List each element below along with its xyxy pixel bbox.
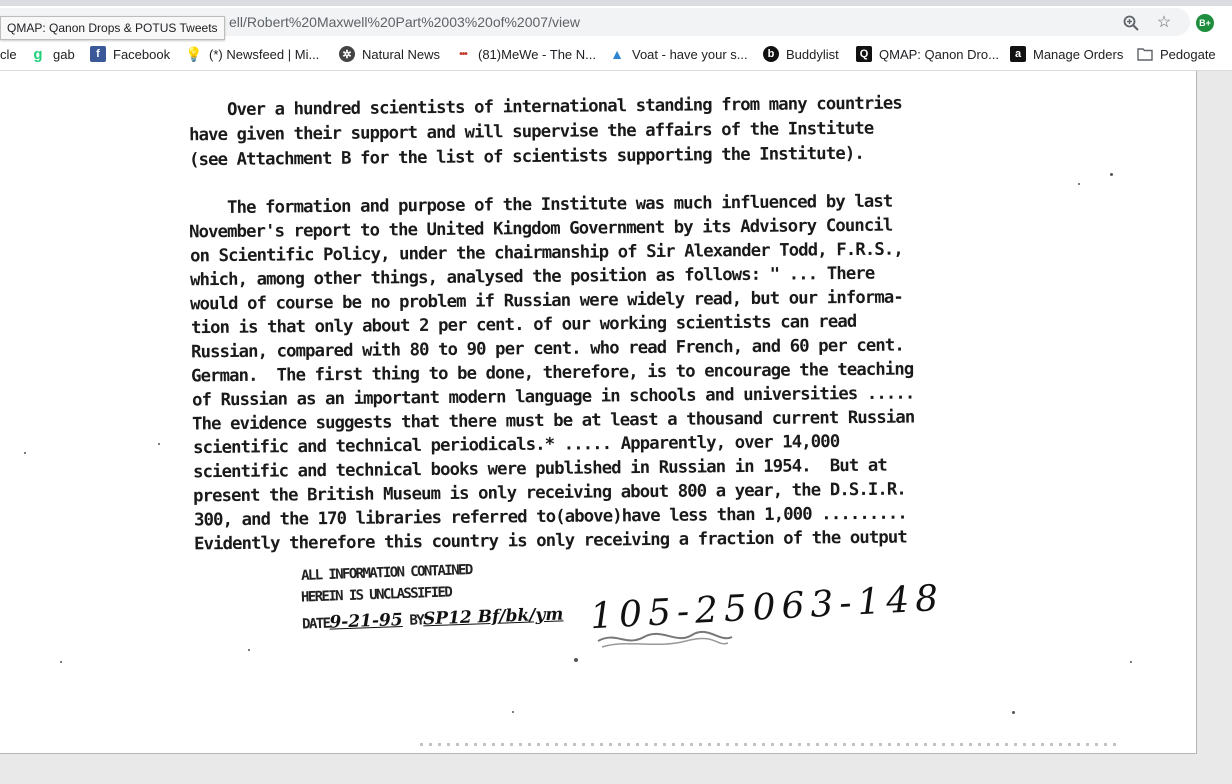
bookmark-natural-news[interactable] xyxy=(339,38,440,70)
folder-icon xyxy=(1137,46,1153,62)
bookmark-label: cle xyxy=(0,46,17,62)
bookmark-newsfeed[interactable] xyxy=(186,38,319,70)
bookmark-gab[interactable] xyxy=(30,38,75,70)
stamp-by-label: BY xyxy=(409,612,424,629)
facebook-icon: f xyxy=(90,46,106,62)
document-line: tion is that only about 2 per cent. of our working scientists can read xyxy=(190,311,857,339)
document-line: The evidence suggests that there must be at least a thousand current Russian xyxy=(191,407,915,435)
document-line: present the British Museum is only receiving about 800 a year, the D.S.I.R. xyxy=(192,479,906,507)
bookmark-pedogate[interactable] xyxy=(1137,38,1216,70)
document-line: on Scientific Policy, under the chairmanship of Sir Alexander Todd, F.R.S., xyxy=(189,239,903,267)
bookmark-label: (81)MeWe - The N... xyxy=(478,46,596,62)
scan-speck xyxy=(24,452,26,454)
bookmark-label: Manage Orders xyxy=(1033,46,1124,62)
bookmark-tooltip: QMAP: Qanon Drops & POTUS Tweets xyxy=(0,16,225,40)
scribble-mark xyxy=(596,627,736,651)
stamp-date-label: DATE xyxy=(301,615,330,633)
bookmark-label: Buddylist xyxy=(786,46,839,62)
bookmark-mewe[interactable] xyxy=(455,38,596,70)
document-line: which, among other things, analysed the position as follows: " ... There xyxy=(189,263,875,291)
bookmarks-bar xyxy=(0,38,1232,71)
scan-speck xyxy=(158,443,160,445)
document-line: German. The first thing to be done, therefore, is to encourage the teaching xyxy=(190,359,914,387)
document-viewer[interactable] xyxy=(0,71,1232,784)
stamp-line-3 xyxy=(302,604,564,633)
bookmark-label: (*) Newsfeed | Mi... xyxy=(209,46,320,62)
mewe-icon: ••• xyxy=(459,48,467,60)
document-line: The formation and purpose of the Institute was much influenced by last xyxy=(188,191,893,219)
document-line: 300, and the 170 libraries referred to(above)have less than 1,000 ......... xyxy=(193,503,907,531)
scan-speck xyxy=(1130,661,1132,663)
scan-speck xyxy=(248,649,250,651)
url-text[interactable]: ell/Robert%20Maxwell%20Part%2003%20of%2007/view xyxy=(229,14,580,30)
document-line: Russian, compared with 80 to 90 per cent. who read French, and 60 per cent. xyxy=(190,335,904,363)
bookmark-star-icon[interactable]: ☆ xyxy=(1156,14,1172,31)
stamp-line-2: HEREIN IS UNCLASSIFIED xyxy=(300,584,452,606)
bookmark-label: gab xyxy=(53,46,75,62)
bookmark-label: Natural News xyxy=(362,46,441,62)
scan-speck xyxy=(60,661,62,663)
bookmark-facebook[interactable] xyxy=(90,38,170,70)
extension-icon[interactable]: B+ xyxy=(1196,14,1214,32)
bookmark-label: Voat - have your s... xyxy=(632,46,748,62)
stamp-line-1: ALL INFORMATION CONTAINED xyxy=(300,562,472,584)
bookmark-buddylist[interactable] xyxy=(763,38,839,70)
scan-speck xyxy=(1078,183,1080,185)
stamp-date-value: 9-21-95 xyxy=(329,610,403,633)
file-number: 105-25063-148 xyxy=(589,577,946,638)
document-line: scientific and technical books were published in Russian in 1954. But at xyxy=(192,455,887,483)
zoom-icon[interactable] xyxy=(1122,14,1140,32)
bookmark-label: Pedogate xyxy=(1160,46,1216,62)
scan-speck xyxy=(1110,173,1113,176)
bookmark-qmap[interactable] xyxy=(856,38,999,70)
bookmark-label: QMAP: Qanon Dro... xyxy=(879,46,999,62)
stamp-by-value: SP12 Bf/bk/ym xyxy=(422,604,564,630)
document-line: scientific and technical periodicals.* ..... Apparently, over 14,000 xyxy=(192,431,840,459)
qmap-icon: Q xyxy=(856,46,872,62)
document-page xyxy=(0,71,1197,754)
scan-speck xyxy=(574,658,578,662)
document-line: Evidently therefore this country is only receiving a fraction of the output xyxy=(193,527,907,555)
bookmark-label: Facebook xyxy=(113,46,171,62)
natural-news-icon: ✲ xyxy=(339,46,355,62)
buddylist-icon: b xyxy=(763,46,779,62)
scan-speck xyxy=(512,711,514,713)
document-line: of Russian as an important modern language in schools and universities ..... xyxy=(191,383,915,411)
scan-speck xyxy=(1012,711,1015,714)
bookmark-manage-orders[interactable] xyxy=(1010,38,1123,70)
bookmark-truncated[interactable] xyxy=(0,38,17,70)
amazon-icon: a xyxy=(1010,46,1026,62)
document-line: would of course be no problem if Russian were widely read, but our informa- xyxy=(189,287,903,315)
document-line: (see Attachment B for the list of scientists supporting the Institute). xyxy=(188,143,864,171)
document-line: November's report to the United Kingdom Government by its Advisory Council xyxy=(188,215,893,243)
bookmark-voat[interactable] xyxy=(609,38,748,70)
lightbulb-icon: 💡 xyxy=(185,45,203,62)
gab-icon: g xyxy=(33,45,43,63)
voat-icon: ▲ xyxy=(610,46,624,62)
scan-noise-bottom xyxy=(420,743,1120,746)
document-line: Over a hundred scientists of international standing from many countries xyxy=(188,93,902,121)
document-line: have given their support and will supervise the affairs of the Institute xyxy=(188,118,874,146)
